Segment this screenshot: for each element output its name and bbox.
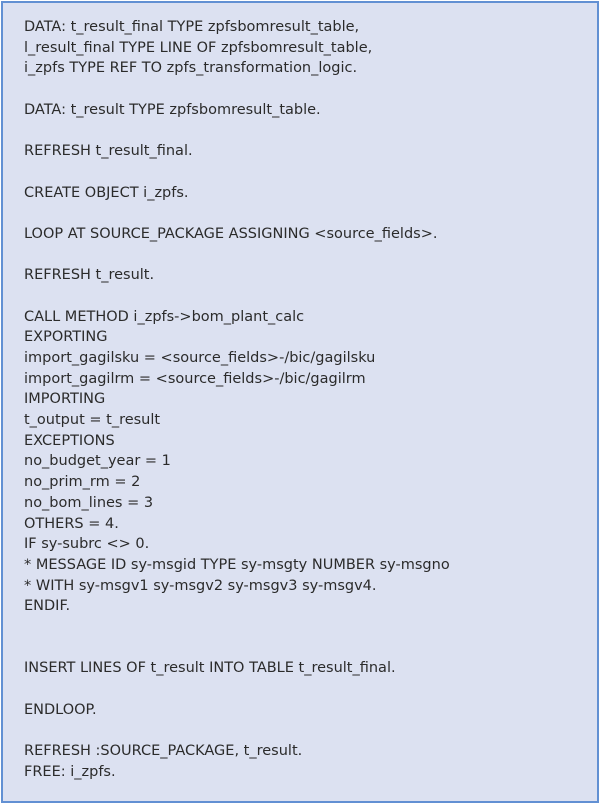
code-line: REFRESH t_result.: [24, 267, 155, 284]
code-line: no_budget_year = 1: [24, 453, 171, 470]
blank-line: [24, 162, 579, 183]
blank-line: [24, 120, 579, 141]
code-line: ENDLOOP.: [24, 701, 97, 718]
code-snippet-frame: [1, 1, 599, 803]
code-line: ENDIF.: [24, 598, 71, 615]
blank-line: [24, 286, 579, 307]
code-line: EXCEPTIONS: [24, 432, 115, 449]
code-line: CREATE OBJECT i_zpfs.: [24, 184, 189, 201]
blank-line: [24, 203, 579, 224]
code-line: IF sy-subrc <> 0.: [24, 536, 150, 553]
code-line: IMPORTING: [24, 391, 106, 408]
blank-line: [24, 679, 579, 700]
code-line: INSERT LINES OF t_result INTO TABLE t_result_final.: [24, 660, 396, 677]
code-line: CALL METHOD i_zpfs->bom_plant_calc: [24, 308, 305, 325]
code-line: FREE: i_zpfs.: [24, 763, 116, 780]
blank-line: [24, 617, 579, 638]
code-line: no_bom_lines = 3: [24, 494, 154, 511]
blank-line: [24, 720, 579, 741]
code-line: DATA: t_result_final TYPE zpfsbomresult_table,: [24, 19, 360, 35]
code-line: import_gagilrm = <source_fields>-/bic/gagilrm: [24, 370, 366, 387]
blank-line: [24, 79, 579, 100]
code-line: EXPORTING: [24, 329, 108, 346]
code-line: t_output = t_result: [24, 412, 161, 429]
code-line: l_result_final TYPE LINE OF zpfsbomresult_table,: [24, 39, 373, 56]
code-line: import_gagilsku = <source_fields>-/bic/gagilsku: [24, 350, 376, 366]
code-line: no_prim_rm = 2: [24, 474, 141, 491]
code-line: DATA: t_result TYPE zpfsbomresult_table.: [24, 101, 321, 118]
blank-line: [24, 245, 579, 266]
code-block: [24, 17, 579, 782]
code-line: LOOP AT SOURCE_PACKAGE ASSIGNING <source_fields>.: [24, 225, 438, 242]
code-line: REFRESH t_result_final.: [24, 143, 193, 160]
code-line: * WITH sy-msgv1 sy-msgv2 sy-msgv3 sy-msgv4.: [24, 577, 377, 594]
code-line: OTHERS = 4.: [24, 515, 119, 532]
blank-line: [24, 638, 579, 659]
code-line: REFRESH :SOURCE_PACKAGE, t_result.: [24, 743, 303, 760]
code-line: * MESSAGE ID sy-msgid TYPE sy-msgty NUMBER sy-msgno: [24, 556, 450, 573]
code-line: i_zpfs TYPE REF TO zpfs_transformation_logic.: [24, 60, 358, 77]
